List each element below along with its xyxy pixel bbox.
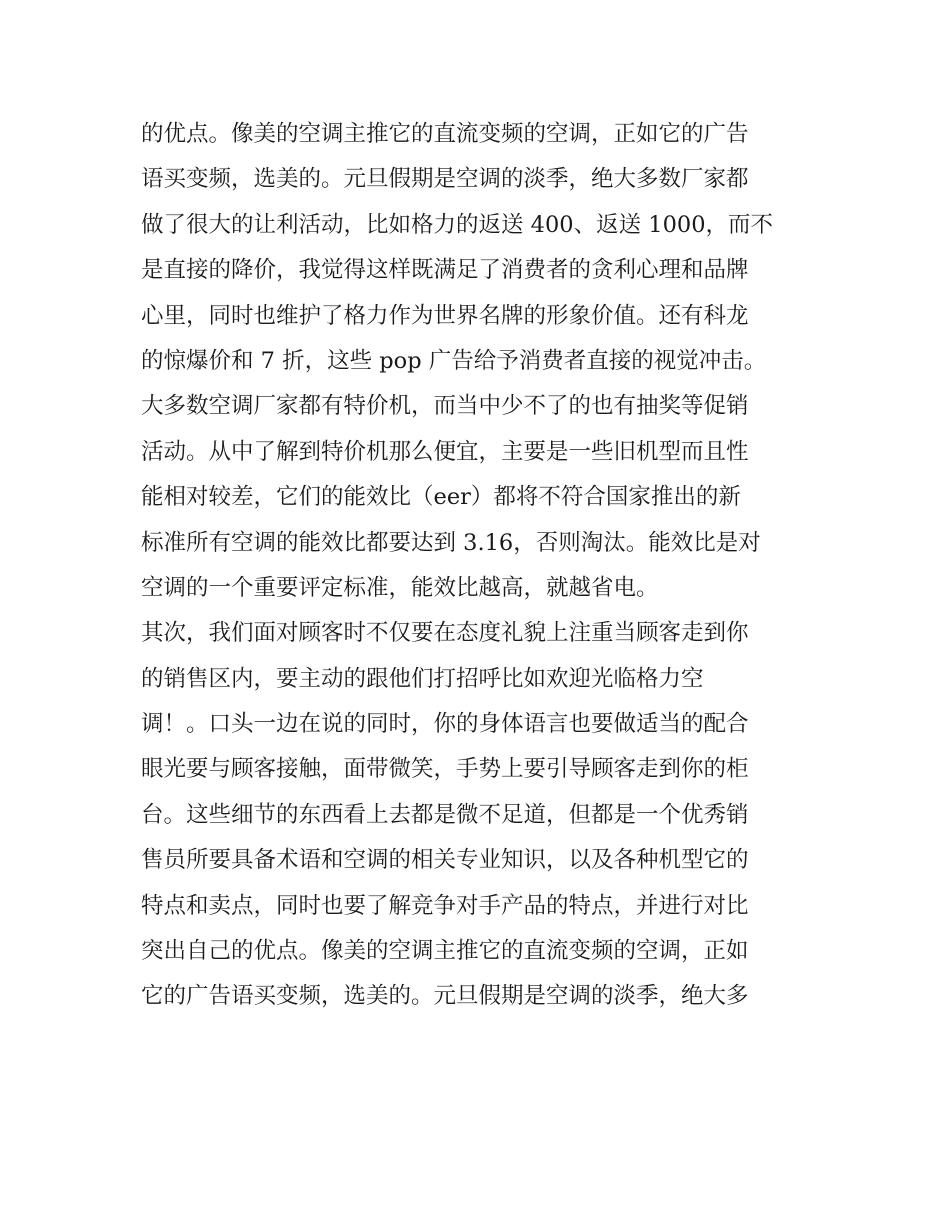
text-line-3: 做了很大的让利活动，比如格力的返送 400、返送 1000，而不 [141,211,774,238]
text-line-10: 标准所有空调的能效比都要达到 3.16，否则淘汰。能效比是对 [141,529,761,556]
text-line-7: 大多数空调厂家都有特价机，而当中少不了的也有抽奖等促销 [141,393,749,420]
text-line-9: 能相对较差，它们的能效比（eer）都将不符合国家推出的新 [141,484,741,511]
text-line-5: 心里，同时也维护了格力作为世界名牌的形象价值。还有科龙 [141,302,749,329]
text-line-2: 语买变频，选美的。元旦假期是空调的淡季，绝大多数厂家都 [141,166,749,193]
text-line-11: 空调的一个重要评定标准，能效比越高，就越省电。 [141,574,659,601]
text-line-16: 台。这些细节的东西看上去都是微不足道，但都是一个优秀销 [141,801,749,828]
text-line-17: 售员所要具备术语和空调的相关专业知识，以及各种机型它的 [141,847,749,874]
text-line-1: 的优点。像美的空调主推它的直流变频的空调，正如它的广告 [141,121,749,147]
text-line-6: 的惊爆价和 7 折，这些 pop 广告给予消费者直接的视觉冲击。 [141,347,767,374]
text-line-8: 活动。从中了解到特价机那么便宜，主要是一些旧机型而且性 [141,438,749,465]
text-line-20: 它的广告语买变频，选美的。元旦假期是空调的淡季，绝大多 [141,983,749,1010]
text-line-15: 眼光要与顾客接触，面带微笑，手势上要引导顾客走到你的柜 [141,756,749,783]
text-line-4: 是直接的降价，我觉得这样既满足了消费者的贪利心理和品牌 [141,257,749,284]
text-line-13: 的销售区内，要主动的跟他们打招呼比如欢迎光临格力空 [141,665,704,692]
text-line-19: 突出自己的优点。像美的空调主推它的直流变频的空调，正如 [141,938,749,965]
body-text [141,112,813,1020]
text-line-12: 其次，我们面对顾客时不仅要在态度礼貌上注重当顾客走到你 [141,620,749,647]
text-line-14: 调！。口头一边在说的同时，你的身体语言也要做适当的配合 [141,711,749,738]
text-line-18: 特点和卖点，同时也要了解竞争对手产品的特点，并进行对比 [141,892,749,919]
